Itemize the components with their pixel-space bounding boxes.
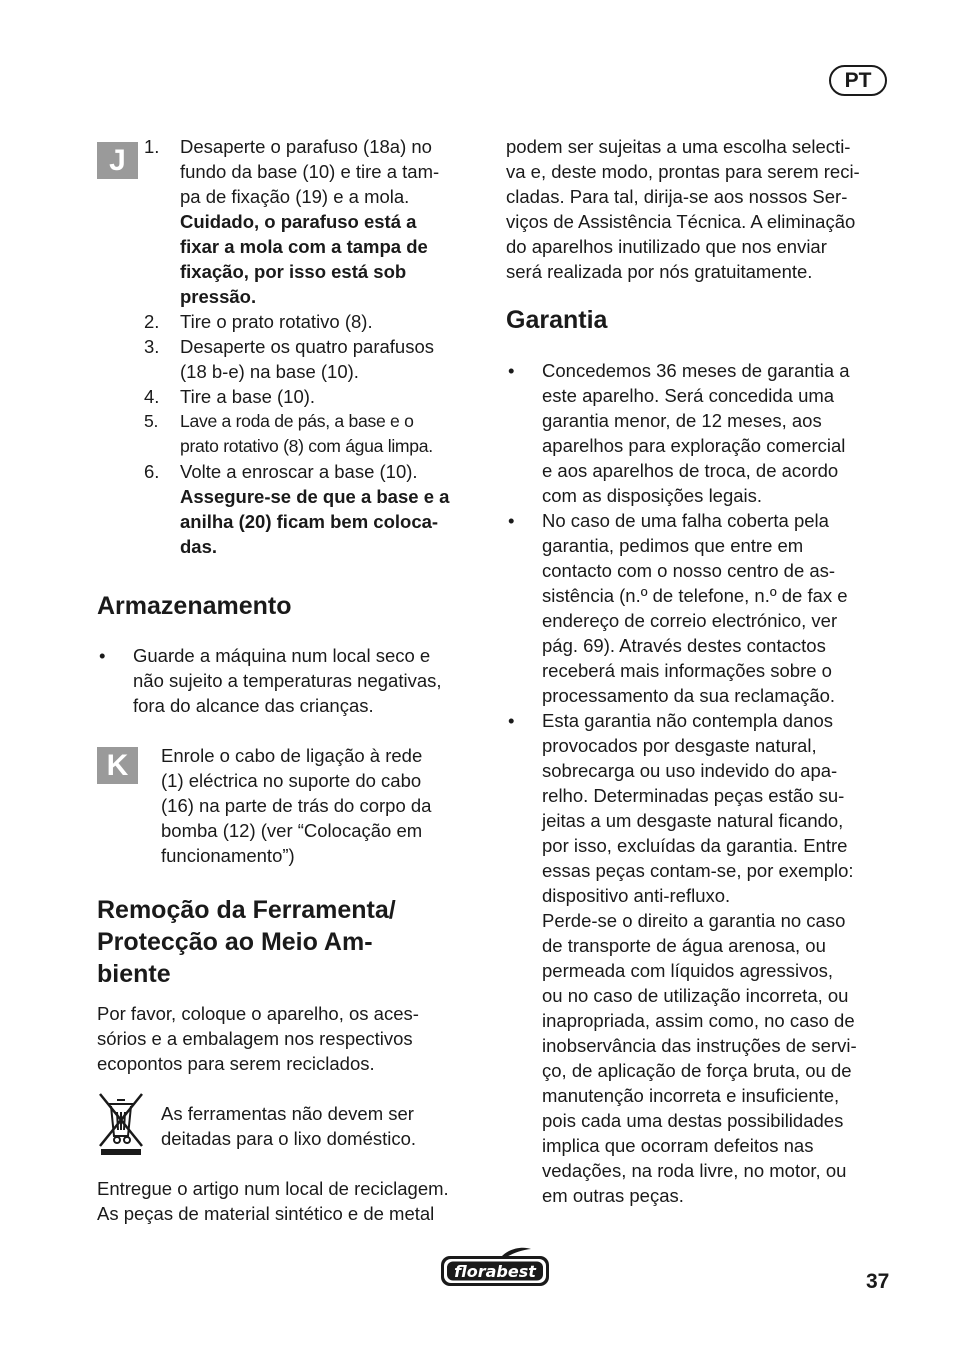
storage-heading: Armazenamento xyxy=(97,592,292,620)
step-number: 2. xyxy=(144,311,160,332)
bullet-text: com as disposições legais. xyxy=(542,485,763,506)
section-marker-k: K xyxy=(97,747,138,784)
crossed-bin-icon xyxy=(97,1092,145,1156)
intro-line: Por favor, coloque o aparelho, os aces- xyxy=(97,1003,419,1024)
bullet-text: permeada com líquidos agressivos, xyxy=(542,960,834,981)
cable-storage-block xyxy=(97,743,487,868)
bullet-text: garantia, pedimos que entre em xyxy=(542,535,804,556)
step-warning: Cuidado, o parafuso está a xyxy=(180,211,417,232)
step-5 xyxy=(144,409,487,459)
bullet-text: de transporte de água arenosa, ou xyxy=(542,935,826,956)
weee-text: deitadas para o lixo doméstico. xyxy=(161,1128,417,1149)
bullet-text: sobrecarga ou uso indevido do apa- xyxy=(542,760,838,781)
weee-text: As ferramentas não devem ser xyxy=(161,1103,414,1124)
warranty-bullet-3 xyxy=(506,708,898,1208)
continued-text xyxy=(506,134,898,284)
warranty-bullet-2 xyxy=(506,508,898,708)
bullet-text: manutenção incorreta e insuficiente, xyxy=(542,1085,840,1106)
k-text: bomba (12) (ver “Colocação em xyxy=(161,820,423,841)
k-text: Enrole o cabo de ligação à rede xyxy=(161,745,423,766)
continued-line: do aparelhos inutilizado que nos enviar xyxy=(506,236,827,257)
bullet-text: fora do alcance das crianças. xyxy=(133,695,374,716)
right-column xyxy=(506,134,898,1208)
step-warning: das. xyxy=(180,536,218,557)
bullet-text: não sujeito a temperaturas negativas, xyxy=(133,670,442,691)
step-number: 3. xyxy=(144,336,160,357)
bullet-text: vedações, na roda livre, no motor, ou xyxy=(542,1160,847,1181)
step-text: Volte a enroscar a base (10). xyxy=(180,461,418,482)
step-number: 6. xyxy=(144,461,160,482)
warranty-bullet-1 xyxy=(506,358,898,508)
k-text: funcionamento”) xyxy=(161,845,295,866)
bullet-text: ou no caso de utilização incorreta, ou xyxy=(542,985,849,1006)
step-text: Desaperte os quatro parafusos xyxy=(180,336,435,357)
cleaning-steps xyxy=(97,134,487,559)
step-text: (18 b-e) na base (10). xyxy=(180,361,359,382)
step-warning: fixação, por isso está sob xyxy=(180,261,407,282)
section-marker-j: J xyxy=(97,142,138,179)
bullet-text: relho. Determinadas peças estão su- xyxy=(542,785,845,806)
page-number: 37 xyxy=(866,1270,890,1293)
step-text: Desaperte o parafuso (18a) no xyxy=(180,136,432,157)
step-number: 5. xyxy=(144,411,159,431)
step-text: pa de fixação (19) e a mola. xyxy=(180,186,410,207)
intro-line: ecopontos para serem reciclados. xyxy=(97,1053,375,1074)
step-text: Tire a base (10). xyxy=(180,386,316,407)
bullet-dot: • xyxy=(99,645,106,666)
bullet-dot: • xyxy=(508,360,515,381)
bullet-text: sistência (n.º de telefone, n.º de fax e xyxy=(542,585,848,606)
end-line: Entregue o artigo num local de reciclagem. xyxy=(97,1178,449,1199)
bullet-text: e aos aparelhos de troca, de acordo xyxy=(542,460,839,481)
bullet-text: pág. 69). Através destes contactos xyxy=(542,635,826,656)
step-warning: anilha (20) ficam bem coloca- xyxy=(180,511,439,532)
bullet-text: inapropriada, assim como, no caso de xyxy=(542,1010,855,1031)
bullet-text: garantia menor, de 12 meses, aos xyxy=(542,410,822,431)
step-number: 4. xyxy=(144,386,160,407)
k-text: (16) na parte de trás do corpo da xyxy=(161,795,432,816)
step-1 xyxy=(144,134,487,309)
bullet-text: provocados por desgaste natural, xyxy=(542,735,817,756)
bullet-text: Concedemos 36 meses de garantia a xyxy=(542,360,850,381)
bullet-dot: • xyxy=(508,510,515,531)
bullet-text: jeitas a um desgaste natural ficando, xyxy=(542,810,844,831)
bullet-text: implica que ocorram defeitos nas xyxy=(542,1135,814,1156)
step-6 xyxy=(144,459,487,559)
step-2 xyxy=(144,309,487,334)
warranty-bullets xyxy=(506,358,898,1208)
continued-line: va e, deste modo, prontas para serem reci- xyxy=(506,161,860,182)
bullet-text: pois cada uma destas possibilidades xyxy=(542,1110,844,1131)
continued-line: será realizada por nós gratuitamente. xyxy=(506,261,813,282)
step-warning: fixar a mola com a tampa de xyxy=(180,236,428,257)
step-warning: Assegure-se de que a base e a xyxy=(180,486,450,507)
bullet-text: inobservância das instruções de servi- xyxy=(542,1035,857,1056)
bullet-text: Esta garantia não contempla danos xyxy=(542,710,834,731)
bullet-text: Perde-se o direito a garantia no caso xyxy=(542,910,846,931)
step-text: fundo da base (10) e tire a tam- xyxy=(180,161,440,182)
k-text: (1) eléctrica no suporte do cabo xyxy=(161,770,422,791)
storage-bullets xyxy=(97,643,487,718)
bullet-text: endereço de correio electrónico, ver xyxy=(542,610,838,631)
bullet-text: dispositivo anti-refluxo. xyxy=(542,885,731,906)
warranty-heading: Garantia xyxy=(506,306,608,334)
end-line: As peças de material sintético e de metal xyxy=(97,1203,435,1224)
disposal-heading-line: biente xyxy=(97,960,171,988)
step-text: prato rotativo (8) com água limpa. xyxy=(180,436,433,456)
step-warning: pressão. xyxy=(180,286,257,307)
bullet-text: aparelhos para exploração comercial xyxy=(542,435,846,456)
left-column xyxy=(97,134,487,1226)
continued-line: podem ser sujeitas a uma escolha selecti- xyxy=(506,136,851,157)
step-number: 1. xyxy=(144,136,160,157)
continued-line: cladas. Para tal, dirija-se aos nossos Ser- xyxy=(506,186,848,207)
weee-block xyxy=(97,1101,487,1151)
bullet-dot: • xyxy=(508,710,515,731)
bullet-text: por isso, excluídas da garantia. Entre xyxy=(542,835,848,856)
bullet-text: este aparelho. Será concedida uma xyxy=(542,385,835,406)
disposal-heading-line: Protecção ao Meio Am- xyxy=(97,928,373,956)
continued-line: viços de Assistência Técnica. A eliminação xyxy=(506,211,856,232)
language-badge: PT xyxy=(829,65,887,96)
disposal-intro xyxy=(97,1001,487,1076)
step-4 xyxy=(144,384,487,409)
bullet-text: ço, de aplicação de força bruta, ou de xyxy=(542,1060,852,1081)
intro-line: sórios e a embalagem nos respectivos xyxy=(97,1028,413,1049)
bullet-text: contacto com o nosso centro de as- xyxy=(542,560,836,581)
bullet-text: processamento da sua reclamação. xyxy=(542,685,836,706)
bullet-text: em outras peças. xyxy=(542,1185,684,1206)
step-3 xyxy=(144,334,487,384)
step-text: Tire o prato rotativo (8). xyxy=(180,311,373,332)
brand-text: florabest xyxy=(454,1262,536,1281)
storage-bullet xyxy=(97,643,487,718)
bullet-text: essas peças contam-se, por exemplo: xyxy=(542,860,854,881)
disposal-heading-line: Remoção da Ferramenta/ xyxy=(97,896,396,924)
step-text: Lave a roda de pás, a base e o xyxy=(180,411,414,431)
disposal-end xyxy=(97,1176,487,1226)
disposal-heading xyxy=(97,894,487,990)
bullet-text: Guarde a máquina num local seco e xyxy=(133,645,431,666)
florabest-logo xyxy=(439,1246,551,1290)
bullet-text: No caso de uma falha coberta pela xyxy=(542,510,829,531)
bullet-text: receberá mais informações sobre o xyxy=(542,660,832,681)
